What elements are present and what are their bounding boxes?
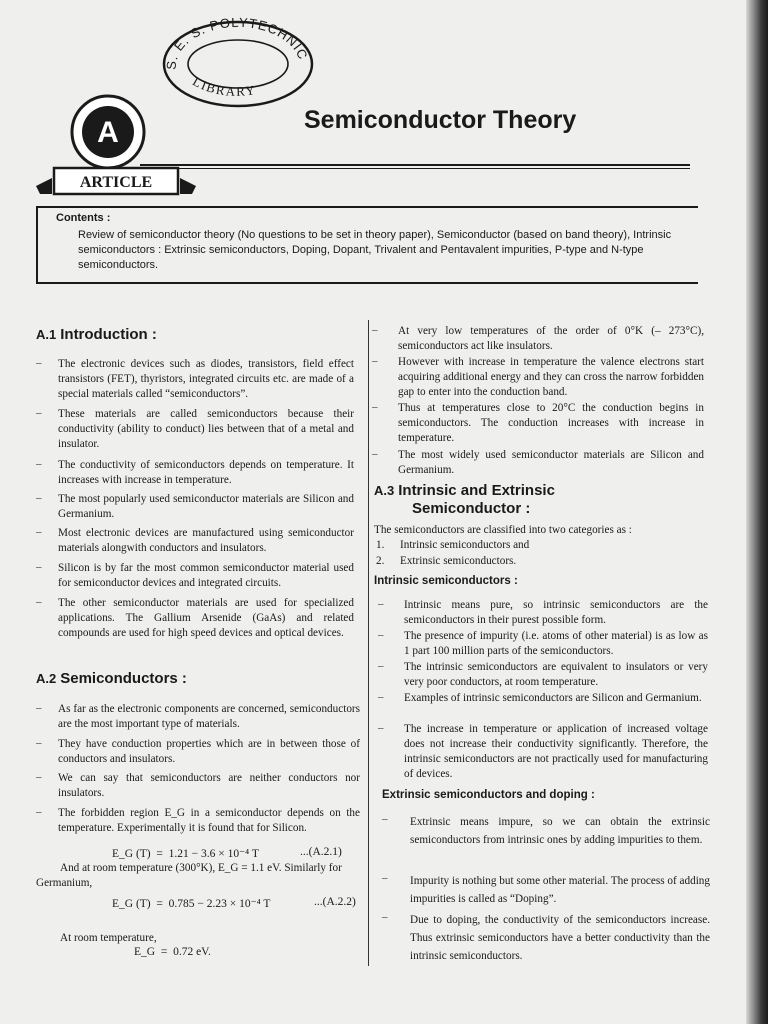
- list-item: The presence of impurity (i.e. atoms of other material) is as low as 1 part 100 million parts of the semiconductors.: [404, 630, 708, 657]
- bullet-dash: –: [36, 806, 42, 818]
- section-a2-heading: [36, 670, 187, 687]
- bullet-dash: –: [378, 660, 384, 672]
- list-number: 2.: [376, 555, 385, 567]
- list-item: Thus at temperatures close to 20°C the conduction begins in semiconductors. The conduction increases with increase in temperature.: [398, 402, 704, 444]
- section-a3-heading-line2: Semiconductor :: [412, 500, 531, 517]
- page-edge-shadow: [746, 0, 768, 1024]
- list-item: Extrinsic means impure, so we can obtain the extrinsic semiconductors from intrinsic ones by adding impurities to them.: [410, 816, 710, 846]
- list-item: Extrinsic semiconductors.: [400, 555, 517, 567]
- intrinsic-heading: Intrinsic semiconductors :: [374, 575, 518, 587]
- section-number: A.1: [36, 327, 57, 342]
- a3-intro: The semiconductors are classified into two categories as :: [374, 524, 632, 536]
- list-item: Due to doping, the conductivity of the semiconductors increase. Thus extrinsic semiconductors have a better conductivity than the intrinsic semiconductors.: [410, 914, 710, 962]
- ribbon-label: ARTICLE: [79, 174, 153, 191]
- bullet-dash: –: [36, 771, 42, 783]
- badge-letter: A: [97, 116, 119, 149]
- bullet-dash: –: [372, 448, 378, 460]
- list-item: Intrinsic means pure, so intrinsic semiconductors are the semiconductors in their purest possible form.: [404, 599, 708, 626]
- section-title: Intrinsic and Extrinsic: [398, 482, 555, 499]
- bullet-dash: –: [372, 324, 378, 336]
- bullet-dash: –: [372, 355, 378, 367]
- column-divider: [368, 320, 369, 966]
- list-item: However with increase in temperature the valence electrons start acquiring additional energy and they can cross the narrow forbidden gap to enter into the conduction band.: [398, 356, 704, 398]
- section-number: A.2: [36, 671, 57, 686]
- list-item: The forbidden region E_G in a semiconductor depends on the temperature. Experimentally it is found that for Silicon.: [58, 807, 360, 834]
- list-item: Silicon is by far the most common semiconductor material used for semiconductor devices and integrated circuits.: [58, 562, 354, 589]
- page-title: Semiconductor Theory: [304, 106, 577, 134]
- bullet-dash: –: [36, 737, 42, 749]
- list-item: They have conduction properties which are in between those of conductors and insulators.: [58, 738, 360, 765]
- equation-a2-2: E_G (T) = 0.785 − 2.23 × 10⁻⁴ T: [112, 898, 271, 910]
- stamp-bottom-text: LIBRARY: [190, 73, 258, 99]
- list-item: The most popularly used semiconductor materials are Silicon and Germanium.: [58, 493, 354, 520]
- extrinsic-heading: Extrinsic semiconductors and doping :: [382, 789, 595, 801]
- list-item: The most widely used semiconductor materials are Silicon and Germanium.: [398, 449, 704, 476]
- equation-a2-1: E_G (T) = 1.21 − 3.6 × 10⁻⁴ T: [112, 848, 259, 860]
- room-temperature-text: And at room temperature (300°K), E_G = 1.1 eV. Similarly for Germanium,: [36, 862, 342, 889]
- section-title: Semiconductors :: [60, 670, 187, 687]
- stamp-top-text: S. E. S. POLYTECHNIC: [163, 14, 311, 71]
- list-item: The electronic devices such as diodes, transistors, field effect transistors (FET), thyristors, integrated circuits etc. are made of a special materials called “semiconductors”.: [58, 358, 354, 400]
- bullet-dash: –: [378, 722, 384, 734]
- list-item: Intrinsic semiconductors and: [400, 539, 530, 551]
- bullet-dash: –: [378, 691, 384, 703]
- bullet-dash: –: [36, 526, 42, 538]
- bullet-dash: –: [36, 492, 42, 504]
- bullet-dash: –: [372, 401, 378, 413]
- title-rule-thin: [140, 168, 690, 169]
- list-item: At very low temperatures of the order of 0°K (– 273°C), semiconductors act like insulators.: [398, 325, 704, 352]
- svg-text:S. E. S. POLYTECHNIC: [164, 15, 311, 70]
- list-item: Examples of intrinsic semiconductors are Silicon and Germanium.: [404, 692, 702, 704]
- list-item: These materials are called semiconductors because their conductivity (ability to conduct) lies between that of a metal and insulator.: [58, 408, 354, 450]
- bullet-dash: –: [378, 598, 384, 610]
- bullet-dash: –: [382, 911, 388, 923]
- bullet-dash: –: [36, 702, 42, 714]
- bullet-dash: –: [36, 561, 42, 573]
- section-title: Introduction :: [60, 326, 157, 343]
- equation-a2-3: E_G = 0.72 eV.: [134, 946, 211, 958]
- at-room-text: At room temperature,: [60, 932, 157, 944]
- bullet-dash: –: [378, 629, 384, 641]
- list-item: The other semiconductor materials are used for specialized applications. The Gallium Arsenide (GaAs) and related compounds are used for high speed devices and optical devices.: [58, 597, 354, 639]
- bullet-dash: –: [382, 813, 388, 825]
- list-item: Impurity is nothing but some other material. The process of adding impurities is called as “Doping”.: [410, 875, 710, 905]
- contents-text: Review of semiconductor theory (No questions to be set in theory paper), Semiconductor (based on band theory), Intrinsic semiconductors : Extrinsic semiconductors, Doping, Dopant, Trivalent and Pentavalent impurities, P-type and N-type semiconductors.: [78, 229, 672, 271]
- section-a3-heading: [374, 482, 555, 499]
- list-number: 1.: [376, 539, 385, 551]
- bullet-dash: –: [382, 872, 388, 884]
- bullet-dash: –: [36, 458, 42, 470]
- bullet-dash: –: [36, 407, 42, 419]
- list-item: We can say that semiconductors are neither conductors nor insulators.: [58, 772, 360, 799]
- section-number: A.3: [374, 483, 395, 498]
- bullet-dash: –: [36, 357, 42, 369]
- list-item: The conductivity of semiconductors depends on temperature. It increases with increase in temperature.: [58, 459, 354, 486]
- svg-text:LIBRARY: [190, 74, 257, 99]
- list-item: The intrinsic semiconductors are equivalent to insulators or very very poor conductors, at room temperature.: [404, 661, 708, 688]
- library-stamp: [158, 12, 318, 108]
- equation-ref: ...(A.2.1): [300, 846, 342, 858]
- list-item: Most electronic devices are manufactured using semiconductor materials alongwith conductors and insulators.: [58, 527, 354, 554]
- title-rule: [140, 164, 690, 166]
- equation-ref: ...(A.2.2): [314, 896, 356, 908]
- bullet-dash: –: [36, 596, 42, 608]
- list-item: The increase in temperature or application of increased voltage does not increase their conductivity significantly. Therefore, the intrinsic semiconductors are not practically used for manufacturing of devices.: [404, 723, 708, 780]
- section-a1-heading: [36, 326, 157, 343]
- contents-label: Contents :: [56, 212, 111, 224]
- list-item: As far as the electronic components are concerned, semiconductors are the most important type of materials.: [58, 703, 360, 730]
